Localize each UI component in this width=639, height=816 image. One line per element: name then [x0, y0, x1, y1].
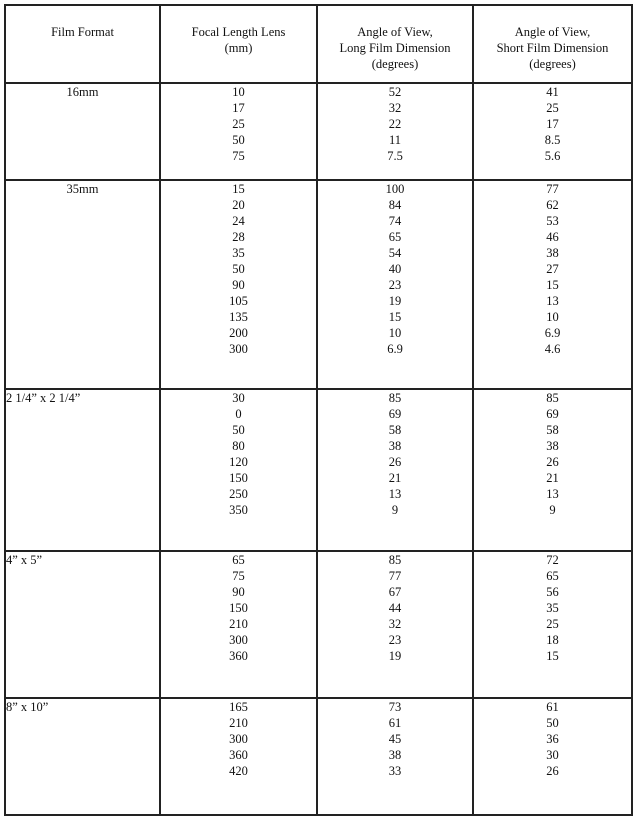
header-angle-short-line3: (degrees): [529, 57, 576, 71]
table-value: 77: [388, 569, 402, 583]
table-value: 50: [232, 262, 245, 276]
table-value: 38: [546, 246, 559, 260]
table-value: 38: [388, 748, 402, 762]
angle-long-cell: [317, 551, 473, 698]
header-angle-long-line2: Long Film Dimension: [339, 41, 451, 55]
table-value: 67: [388, 585, 402, 599]
table-value: 30: [232, 391, 245, 405]
table-value: 65: [546, 569, 559, 583]
table-value: 58: [388, 423, 402, 437]
angle-long-cell: [317, 389, 473, 551]
table-value: 77: [546, 182, 559, 196]
table-value: 52: [388, 85, 402, 99]
table-value: 65: [232, 553, 245, 567]
table-value: 38: [546, 439, 559, 453]
table-value: 360: [229, 748, 248, 762]
table-value: 21: [546, 471, 559, 485]
header-focal-length-line1: Focal Length Lens: [191, 25, 286, 39]
table-value: 10: [232, 85, 245, 99]
table-value: 10: [546, 310, 559, 324]
table-value: 58: [546, 423, 559, 437]
format-label: 16mm: [66, 85, 99, 99]
table-value: 35: [232, 246, 245, 260]
table-value: 90: [232, 278, 245, 292]
table-value: 25: [546, 617, 559, 631]
table-value: 17: [232, 101, 245, 115]
focal-cell: [160, 551, 317, 698]
table-value: 300: [229, 633, 248, 647]
table-value: 350: [229, 503, 248, 517]
table-value: 38: [388, 439, 402, 453]
table-value: 46: [546, 230, 559, 244]
format-label: 2 1/4” x 2 1/4”: [6, 391, 81, 405]
header-film-format: [5, 5, 160, 83]
table-row-35mm: [5, 180, 632, 389]
table-value: 75: [232, 149, 245, 163]
table-row-2x2: [5, 389, 632, 551]
table-value: 62: [546, 198, 559, 212]
focal-cell: [160, 389, 317, 551]
table-value: 72: [546, 553, 559, 567]
table-value: 300: [229, 342, 248, 356]
table-value: 21: [388, 471, 402, 485]
table-value: 360: [229, 649, 248, 663]
table-value: 25: [232, 117, 245, 131]
table-value: 32: [388, 617, 402, 631]
table-value: 6.9: [387, 342, 403, 356]
table-value: 61: [388, 716, 402, 730]
table-value: 69: [388, 407, 402, 421]
angle-short-cell: [473, 83, 632, 180]
table-value: 41: [546, 85, 559, 99]
table-value: 26: [388, 455, 402, 469]
format-cell: [5, 389, 160, 551]
table-value: 85: [546, 391, 559, 405]
table-value: 165: [229, 700, 248, 714]
table-value: 4.6: [544, 342, 561, 356]
table-value: 5.6: [544, 149, 561, 163]
film-format-table: [4, 4, 633, 816]
table-value: 300: [229, 732, 248, 746]
table-value: 100: [385, 182, 405, 196]
table-value: 210: [229, 617, 248, 631]
angle-long-cell: [317, 180, 473, 389]
table-value: 150: [229, 471, 248, 485]
table-value: 40: [388, 262, 402, 276]
table-value: 53: [546, 214, 559, 228]
table-value: 54: [388, 246, 402, 260]
table-value: 75: [232, 569, 245, 583]
table-value: 80: [232, 439, 245, 453]
table-value: 50: [232, 423, 245, 437]
format-cell: [5, 83, 160, 180]
header-film-format-text: Film Format: [51, 25, 114, 39]
table-value: 30: [546, 748, 559, 762]
angle-short-cell: [473, 180, 632, 389]
table-value: 135: [229, 310, 248, 324]
table-row-8x10: [5, 698, 632, 815]
header-angle-long-line3: (degrees): [371, 57, 419, 71]
table-value: 24: [232, 214, 245, 228]
focal-cell: [160, 180, 317, 389]
table-value: 25: [546, 101, 559, 115]
angle-short-cell: [473, 698, 632, 815]
table-value: 44: [388, 601, 402, 615]
table-value: 7.5: [387, 149, 403, 163]
table-value: 15: [232, 182, 245, 196]
table-value: 9: [391, 503, 399, 517]
table-value: 35: [546, 601, 559, 615]
focal-cell: [160, 83, 317, 180]
table-value: 250: [229, 487, 248, 501]
header-angle-short: [473, 5, 632, 83]
format-cell: [5, 698, 160, 815]
header-angle-long: [317, 5, 473, 83]
table-value: 50: [546, 716, 559, 730]
table-value: 18: [546, 633, 559, 647]
table-value: 120: [229, 455, 248, 469]
focal-cell: [160, 698, 317, 815]
table-value: 15: [546, 278, 559, 292]
table-value: 15: [546, 649, 559, 663]
table-value: 420: [229, 764, 248, 778]
table-value: 20: [232, 198, 245, 212]
table-value: 17: [546, 117, 559, 131]
header-angle-short-line1: Angle of View,: [514, 25, 591, 39]
table-value: 8.5: [544, 133, 561, 147]
table-row-16mm: [5, 83, 632, 180]
table-value: 90: [232, 585, 245, 599]
angle-long-cell: [317, 698, 473, 815]
table-value: 28: [232, 230, 245, 244]
table-value: 22: [388, 117, 402, 131]
table-value: 23: [388, 278, 402, 292]
table-value: 26: [546, 764, 559, 778]
angle-short-cell: [473, 389, 632, 551]
table-value: 13: [546, 487, 559, 501]
header-focal-length-line2: (mm): [224, 41, 253, 55]
table-value: 33: [388, 764, 402, 778]
header-focal-length: [160, 5, 317, 83]
table-row-4x5: [5, 551, 632, 698]
table-value: 11: [388, 133, 402, 147]
header-angle-short-line2: Short Film Dimension: [496, 41, 609, 55]
table-value: 13: [546, 294, 559, 308]
table-value: 56: [546, 585, 559, 599]
format-label: 8” x 10”: [6, 700, 49, 714]
table-value: 69: [546, 407, 559, 421]
table-value: 210: [229, 716, 248, 730]
header-row: [5, 5, 632, 83]
table-value: 105: [229, 294, 248, 308]
table-value: 85: [388, 553, 402, 567]
table-value: 9: [549, 503, 556, 517]
table-value: 61: [546, 700, 559, 714]
table-value: 150: [229, 601, 248, 615]
table-value: 84: [388, 198, 402, 212]
table-value: 10: [388, 326, 402, 340]
table-value: 45: [388, 732, 402, 746]
table-value: 13: [388, 487, 402, 501]
table-value: 73: [388, 700, 402, 714]
table-value: 0: [235, 407, 242, 421]
format-cell: [5, 551, 160, 698]
table-value: 85: [388, 391, 402, 405]
table-value: 15: [388, 310, 402, 324]
format-label: 35mm: [66, 182, 99, 196]
table-value: 50: [232, 133, 245, 147]
header-angle-long-line1: Angle of View,: [357, 25, 433, 39]
angle-short-cell: [473, 551, 632, 698]
table-value: 27: [546, 262, 559, 276]
format-label: 4” x 5”: [6, 553, 43, 567]
table-value: 65: [388, 230, 402, 244]
table-value: 32: [388, 101, 402, 115]
table-value: 74: [388, 214, 402, 228]
table-value: 19: [388, 649, 402, 663]
table-value: 26: [546, 455, 559, 469]
table-value: 23: [388, 633, 402, 647]
table-value: 36: [546, 732, 559, 746]
angle-long-cell: [317, 83, 473, 180]
format-cell: [5, 180, 160, 389]
table-value: 19: [388, 294, 402, 308]
table-value: 6.9: [544, 326, 561, 340]
table-value: 200: [229, 326, 248, 340]
